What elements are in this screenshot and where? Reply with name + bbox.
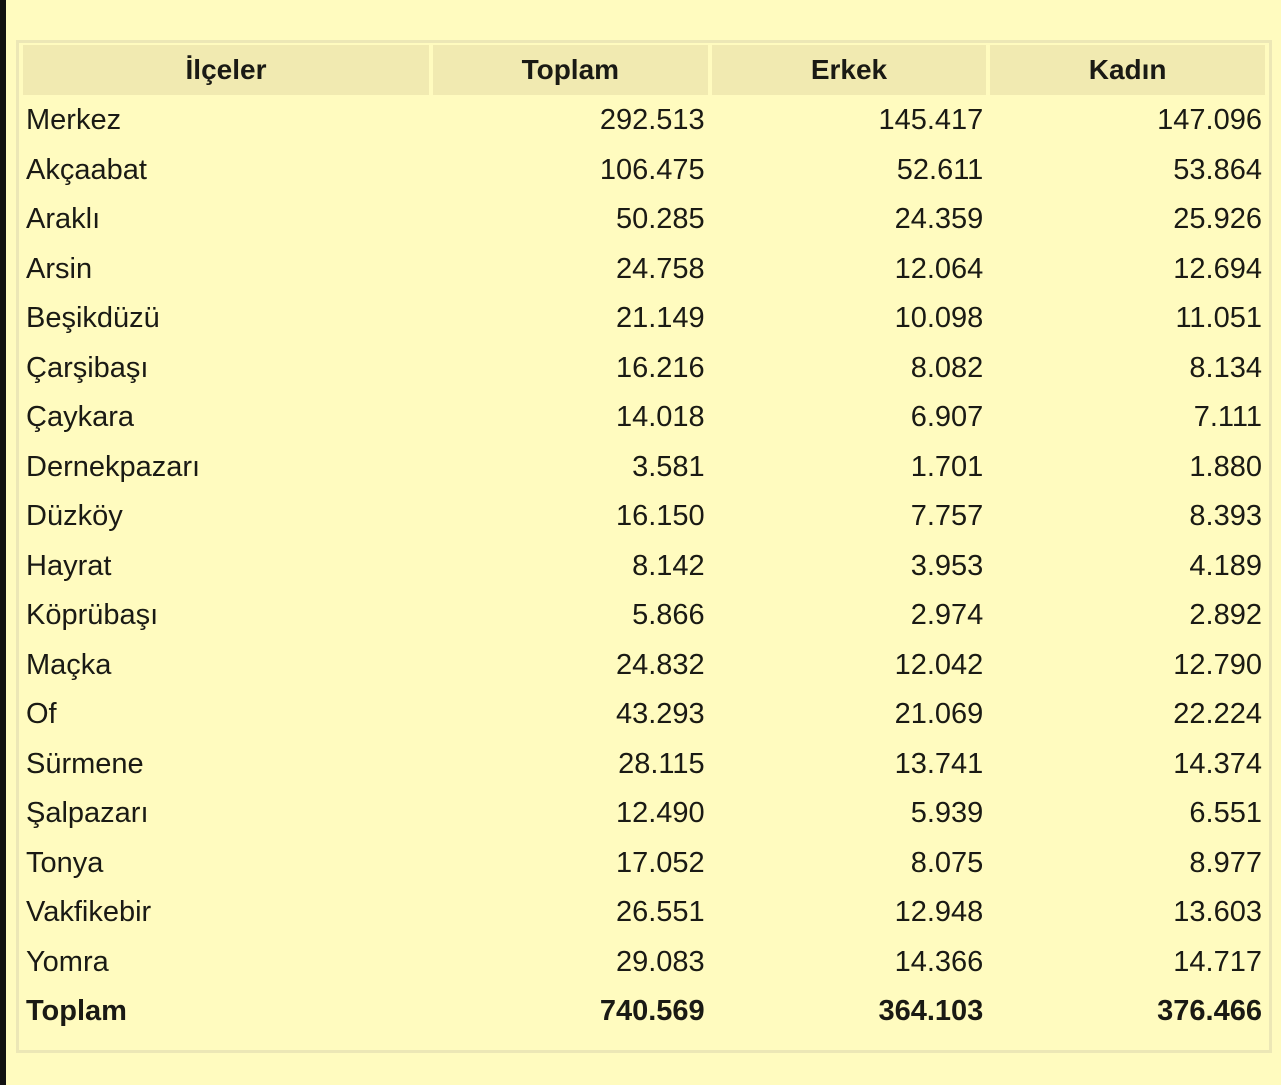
kadin-value: 2.892 [1189,599,1262,632]
district-name: Yomra [26,945,109,978]
table-row [23,543,1265,591]
erkek-value: 52.611 [896,153,984,186]
toplam-value: 5.866 [632,599,705,632]
toplam-value: 106.475 [599,153,705,186]
district-name: Of [26,698,57,731]
erkek-value: 24.359 [894,203,984,236]
kadin-value: 147.096 [1157,104,1262,137]
district-name: Akçaabat [26,153,147,186]
table-row [23,196,1265,244]
district-name: Beşikdüzü [26,302,160,335]
erkek-value: 13.741 [894,747,984,780]
table-header-row [23,45,1265,95]
kadin-value: 14.717 [1173,945,1262,978]
erkek-value: 8.075 [910,846,984,879]
district-name: Dernekpazarı [26,450,201,483]
district-name: Maçka [26,648,112,681]
table-row [23,939,1265,987]
header-ilceler: İlçeler [23,45,429,95]
erkek-value: 14.366 [894,945,984,978]
district-name: Araklı [26,203,101,236]
header-toplam: Toplam [433,45,708,95]
toplam-value: 24.758 [615,252,705,285]
district-name: Çaykara [26,401,134,434]
erkek-value: 145.417 [878,104,984,137]
table-row [23,840,1265,888]
district-name: Tonya [26,846,104,879]
kadin-value: 8.134 [1189,351,1262,384]
district-name: Arsin [26,252,93,285]
district-name: Köprübaşı [26,599,159,632]
table-row [23,295,1265,343]
district-name: Şalpazarı [26,797,149,830]
kadin-value: 12.790 [1173,648,1262,681]
kadin-value: 22.224 [1173,698,1262,731]
total-kadin-value: 376.466 [1157,995,1262,1028]
district-name: Düzköy [26,500,123,533]
table-row [23,889,1265,937]
table-row [23,147,1265,195]
erkek-value: 3.953 [910,549,984,582]
toplam-value: 292.513 [599,104,705,137]
table-row [23,345,1265,393]
total-erkek-value: 364.103 [878,995,984,1028]
table-row [23,642,1265,690]
toplam-value: 28.115 [618,747,705,780]
erkek-value: 10.098 [894,302,984,335]
erkek-value: 12.042 [894,648,984,681]
total-toplam-value: 740.569 [599,995,705,1028]
table-body [23,97,1265,1036]
kadin-value: 6.551 [1189,797,1262,830]
district-name: Merkez [26,104,122,137]
population-table-frame [16,40,1272,1053]
kadin-value: 13.603 [1173,896,1262,929]
erkek-value: 12.948 [894,896,984,929]
erkek-value: 2.974 [910,599,984,632]
toplam-value: 24.832 [615,648,705,681]
toplam-value: 21.149 [615,302,705,335]
toplam-value: 29.083 [615,945,705,978]
kadin-value: 8.977 [1189,846,1262,879]
erkek-value: 5.939 [910,797,984,830]
district-name: Hayrat [26,549,112,582]
table-row [23,97,1265,145]
table-row [23,592,1265,640]
total-label: Toplam [26,995,127,1028]
toplam-value: 14.018 [615,401,705,434]
district-name: Sürmene [26,747,144,780]
kadin-value: 8.393 [1189,500,1262,533]
table-row [23,741,1265,789]
table-row [23,691,1265,739]
toplam-value: 43.293 [615,698,705,731]
toplam-value: 16.150 [615,500,705,533]
toplam-value: 26.551 [615,896,705,929]
table-row [23,790,1265,838]
toplam-value: 16.216 [615,351,705,384]
kadin-value: 1.880 [1189,450,1262,483]
table-row [23,444,1265,492]
kadin-value: 53.864 [1173,153,1262,186]
header-erkek: Erkek [712,45,987,95]
toplam-value: 3.581 [632,450,705,483]
erkek-value: 1.701 [910,450,984,483]
erkek-value: 7.757 [910,500,984,533]
kadin-value: 14.374 [1173,747,1262,780]
district-name: Çarşibaşı [26,351,149,384]
erkek-value: 8.082 [910,351,984,384]
toplam-value: 50.285 [615,203,705,236]
kadin-value: 11.051 [1175,302,1262,335]
total-row [23,988,1265,1036]
erkek-value: 21.069 [894,698,984,731]
toplam-value: 12.490 [615,797,705,830]
district-name: Vakfikebir [26,896,152,929]
population-table [19,43,1269,1038]
table-row [23,246,1265,294]
toplam-value: 17.052 [615,846,705,879]
toplam-value: 8.142 [632,549,705,582]
kadin-value: 25.926 [1173,203,1262,236]
table-row [23,394,1265,442]
kadin-value: 12.694 [1173,252,1262,285]
header-kadin: Kadın [990,45,1265,95]
table-row [23,493,1265,541]
erkek-value: 12.064 [894,252,984,285]
kadin-value: 7.111 [1193,401,1262,434]
erkek-value: 6.907 [910,401,984,434]
kadin-value: 4.189 [1189,549,1262,582]
